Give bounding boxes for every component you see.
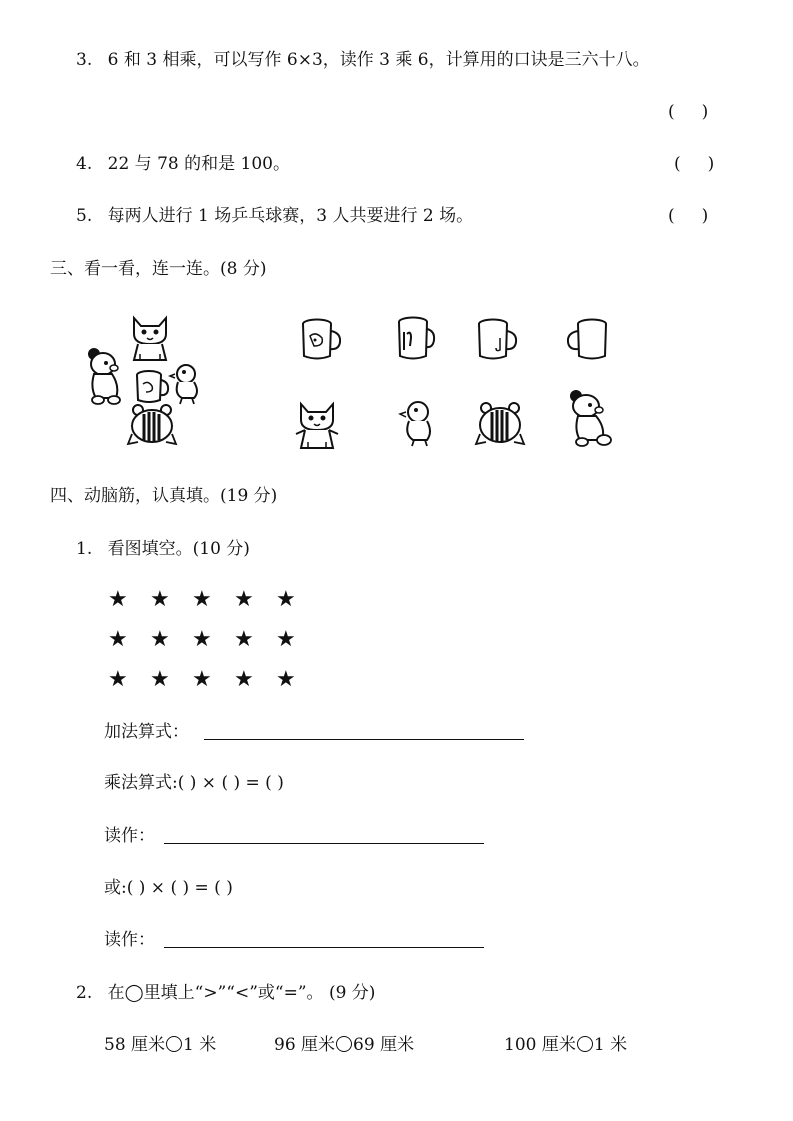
star-icon: ★: [108, 587, 128, 612]
read-label-2: 读作：: [104, 930, 155, 950]
compare-circle[interactable]: [577, 1036, 593, 1052]
star-icon: ★: [150, 587, 170, 612]
mug-icon: [134, 370, 170, 404]
question-1-title: [76, 537, 250, 561]
judge-item-number: 3.: [76, 50, 93, 70]
star-icon: ★: [192, 667, 212, 692]
read-answer-line-1[interactable]: [164, 843, 484, 844]
judge-item-5: [76, 204, 473, 228]
bear-icon: [568, 388, 616, 448]
star-icon: ★: [192, 627, 212, 652]
compare-left: 58 厘米: [104, 1035, 166, 1055]
question-number: 1.: [76, 539, 93, 559]
section-4-title: 四、动脑筋，认真填。(19 分): [50, 486, 278, 506]
bear-icon: [86, 346, 126, 406]
judge-item-text: 22 与 78 的和是 100。: [107, 154, 290, 174]
compare-circle[interactable]: [336, 1036, 352, 1052]
mug-bear-icon: [396, 316, 436, 362]
addition-answer-line[interactable]: [204, 739, 524, 740]
cat-icon: [128, 314, 172, 362]
chick-icon: [170, 362, 202, 406]
star-icon: ★: [150, 667, 170, 692]
question-number: 2.: [76, 983, 93, 1003]
answer-paren[interactable]: ( ): [668, 206, 709, 226]
compare-item: [104, 1033, 216, 1057]
judge-item-number: 5.: [76, 206, 93, 226]
multiplication-expression[interactable]: 乘法算式:( ) × ( ) = ( ): [104, 773, 284, 793]
star-icon: ★: [276, 627, 296, 652]
compare-right: 69 厘米: [353, 1035, 415, 1055]
frog-icon: [128, 404, 176, 448]
compare-item: [274, 1033, 414, 1057]
answer-paren[interactable]: ( ): [668, 102, 709, 122]
chick-icon: [400, 400, 436, 448]
compare-circle[interactable]: [166, 1036, 182, 1052]
star-icon: ★: [234, 587, 254, 612]
frog-icon: [476, 402, 524, 448]
star-icon: ★: [108, 627, 128, 652]
star-icon: ★: [108, 667, 128, 692]
judge-item-number: 4.: [76, 154, 93, 174]
answer-paren[interactable]: ( ): [674, 154, 715, 174]
compare-left: 100 厘米: [504, 1035, 576, 1055]
star-icon: ★: [276, 667, 296, 692]
judge-item-3: [76, 48, 650, 72]
mug-chick-icon: [476, 318, 518, 362]
judge-item-text: 6 和 3 相乘，可以写作 6×3，读作 3 乘 6，计算用的口诀是三六十八。: [107, 50, 650, 70]
mug-frog-icon: [564, 318, 612, 362]
star-icon: ★: [192, 587, 212, 612]
star-icon: ★: [234, 667, 254, 692]
star-icon: ★: [234, 627, 254, 652]
read-answer-line-2[interactable]: [164, 947, 484, 948]
read-label-1: 读作：: [104, 826, 155, 846]
judge-item-4: [76, 152, 290, 176]
judge-item-text: 每两人进行 1 场乒乓球赛，3 人共要进行 2 场。: [107, 206, 474, 226]
star-icon: ★: [150, 627, 170, 652]
section-3-title: 三、看一看，连一连。(8 分): [50, 259, 267, 279]
compare-right: 1 米: [183, 1035, 217, 1055]
compare-item: [504, 1033, 627, 1057]
compare-left: 96 厘米: [274, 1035, 336, 1055]
question-2-title: [76, 981, 375, 1005]
mug-cat-icon: [300, 318, 342, 362]
alternative-expression[interactable]: 或:( ) × ( ) = ( ): [104, 878, 233, 898]
addition-label: 加法算式：: [104, 722, 189, 742]
compare-right: 1 米: [593, 1035, 628, 1055]
cat-icon: [294, 400, 340, 452]
question-text: 在◯里填上“>”“<”或“=”。 (9 分): [107, 983, 376, 1003]
question-text: 看图填空。(10 分): [107, 539, 250, 559]
star-icon: ★: [276, 587, 296, 612]
